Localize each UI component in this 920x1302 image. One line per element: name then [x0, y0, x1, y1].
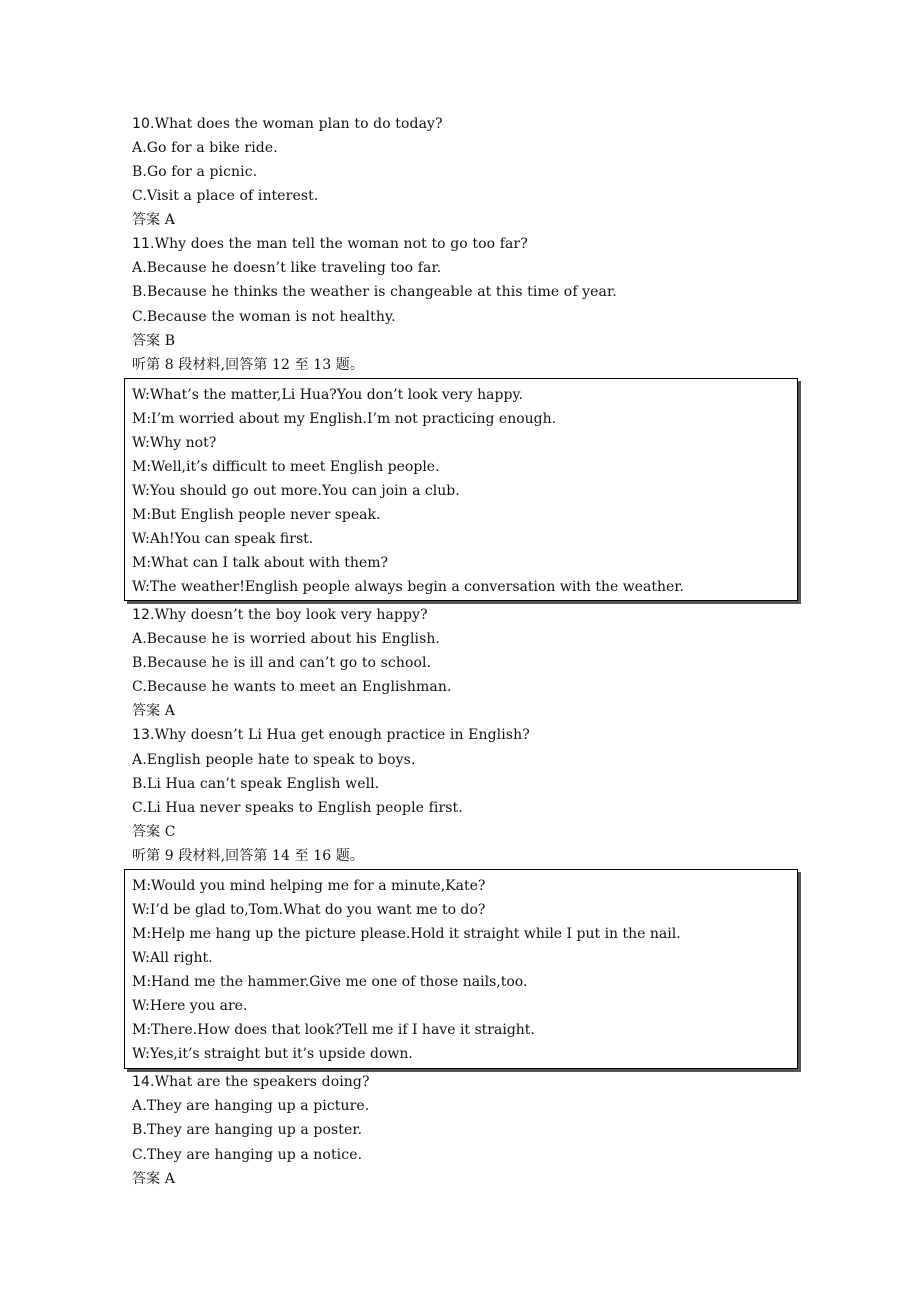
dialogue-line: M:Well,it’s difficult to meet English people. — [132, 459, 440, 475]
answer: 答案 B — [132, 333, 176, 349]
dialogue-line: M:But English people never speak. — [132, 507, 381, 523]
dialogue-box — [124, 869, 798, 1069]
question-number: 10. — [132, 116, 155, 132]
dialogue-line: W:What’s the matter,Li Hua?You don’t look very happy. — [132, 387, 523, 403]
option-b: B.Go for a picnic. — [132, 164, 258, 180]
question-number: 13. — [132, 727, 155, 743]
option-a: A.Go for a bike ride. — [132, 140, 278, 156]
answer: 答案 A — [132, 1171, 175, 1187]
dialogue-line: M:Help me hang up the picture please.Hold it straight while I put in the nail. — [132, 926, 681, 942]
question-text: Why does the man tell the woman not to go too far? — [154, 236, 528, 252]
question-11 — [132, 232, 528, 256]
dialogue-line: W:You should go out more.You can join a club. — [132, 483, 460, 499]
option-a: A.Because he doesn’t like traveling too far. — [132, 260, 442, 276]
question-number: 11. — [132, 236, 155, 252]
dialogue-line: M:There.How does that look?Tell me if I have it straight. — [132, 1022, 535, 1038]
dialogue-line: M:Would you mind helping me for a minute,Kate? — [132, 878, 486, 894]
option-b: B.Li Hua can’t speak English well. — [132, 776, 380, 792]
answer: 答案 A — [132, 212, 175, 228]
dialogue-line: W:Ah!You can speak first. — [132, 531, 314, 547]
question-text: What does the woman plan to do today? — [154, 116, 443, 132]
option-b: B.Because he thinks the weather is changeable at this time of year. — [132, 284, 617, 300]
option-a: A.They are hanging up a picture. — [132, 1098, 370, 1114]
dialogue-line: M:Hand me the hammer.Give me one of those nails,too. — [132, 974, 528, 990]
question-12 — [132, 603, 428, 627]
dialogue-line: W:All right. — [132, 950, 213, 966]
dialogue-line: W:Here you are. — [132, 998, 248, 1014]
section-heading: 听第 8 段材料,回答第 12 至 13 题。 — [132, 357, 364, 373]
option-c: C.They are hanging up a notice. — [132, 1147, 363, 1163]
question-10 — [132, 112, 443, 136]
option-a: A.Because he is worried about his English. — [132, 631, 441, 647]
option-c: C.Because the woman is not healthy. — [132, 309, 396, 325]
question-text: Why doesn’t Li Hua get enough practice in English? — [154, 727, 530, 743]
dialogue-line: M:I’m worried about my English.I’m not practicing enough. — [132, 411, 557, 427]
answer: 答案 A — [132, 703, 175, 719]
dialogue-line: M:What can I talk about with them? — [132, 555, 388, 571]
dialogue-line: W:Why not? — [132, 435, 217, 451]
option-c: C.Visit a place of interest. — [132, 188, 319, 204]
section-heading: 听第 9 段材料,回答第 14 至 16 题。 — [132, 848, 364, 864]
dialogue-line: W:Yes,it’s straight but it’s upside down. — [132, 1046, 413, 1062]
option-a: A.English people hate to speak to boys. — [132, 752, 416, 768]
question-13 — [132, 723, 530, 747]
question-number: 12. — [132, 607, 155, 623]
dialogue-box — [124, 378, 798, 601]
question-text: What are the speakers doing? — [154, 1074, 370, 1090]
option-c: C.Because he wants to meet an Englishman. — [132, 679, 452, 695]
question-14 — [132, 1070, 370, 1094]
answer: 答案 C — [132, 824, 176, 840]
dialogue-line: W:The weather!English people always begin a conversation with the weather. — [132, 579, 684, 595]
question-text: Why doesn’t the boy look very happy? — [154, 607, 428, 623]
question-number: 14. — [132, 1074, 155, 1090]
option-c: C.Li Hua never speaks to English people first. — [132, 800, 463, 816]
dialogue-line: W:I’d be glad to,Tom.What do you want me to do? — [132, 902, 486, 918]
option-b: B.Because he is ill and can’t go to school. — [132, 655, 432, 671]
option-b: B.They are hanging up a poster. — [132, 1122, 363, 1138]
